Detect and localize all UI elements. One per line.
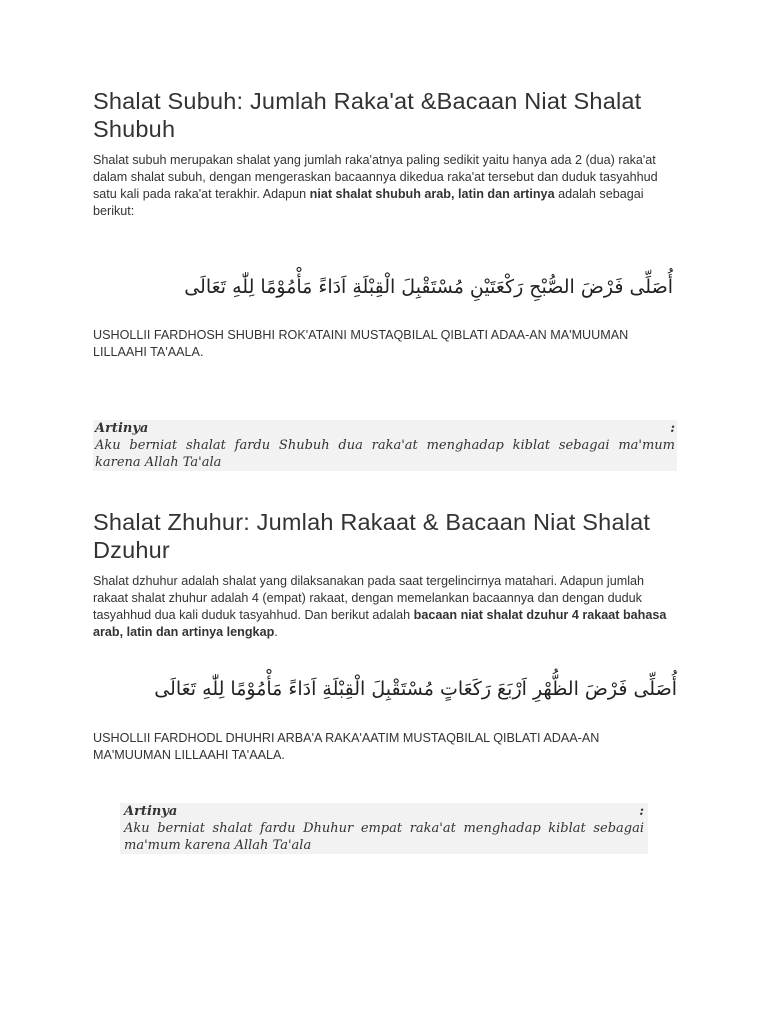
artinya-header (124, 803, 644, 820)
artinya-label: Artinya (95, 421, 149, 436)
artinya-colon: : (670, 421, 675, 436)
artinya-box-zhuhur (120, 803, 648, 854)
artinya-label: Artinya (124, 804, 178, 819)
intro-tail-text: adalah sebagai berikut: (93, 187, 644, 218)
section-title-subuh: Shalat Subuh: Jumlah Raka'at &Bacaan Niat Shalat Shubuh (93, 88, 642, 142)
intro-text: Shalat dzhuhur adalah shalat yang dilaksanakan pada saat tergelincirnya matahari. Adapun jumlah rakaat shalat zhuhur adalah 4 (empat) rakaat, dengan memelankan bacaannya dan dengan duduk tasyahhud dua kali duduk tasyahhud. Dan berikut adalah (93, 574, 644, 622)
artinya-text: Aku berniat shalat fardu Dhuhur empat raka'at menghadap kiblat sebagai ma'mum karena Allah Ta'ala (124, 821, 644, 853)
artinya-colon: : (639, 804, 644, 819)
section-intro-zhuhur (93, 573, 677, 641)
artinya-box-subuh (93, 420, 677, 471)
latin-niat-subuh: USHOLLII FARDHOSH SHUBHI ROK'ATAINI MUSTAQBILAL QIBLATI ADAA-AN MA'MUUMAN LILLAAHI TA'AALA. (93, 328, 629, 359)
section-title-zhuhur: Shalat Zhuhur: Jumlah Rakaat & Bacaan Niat Shalat Dzuhur (93, 509, 651, 563)
arabic-niat-zhuhur: أُصَلِّى فَرْضَ الظُّهْرِ اَرْبَعَ رَكَعَاتٍ مُسْتَقْبِلَ الْقِبْلَةِ اَدَاءً مَأْمُوْمًا لِلّٰهِ تَعَالَى (154, 678, 677, 700)
intro-text: Shalat subuh merupakan shalat yang jumlah raka'atnya paling sedikit yaitu hanya ada 2 (dua) raka'at dalam shalat subuh, dengan mengeraskan bacaannya dikedua raka'at tersebut dan duduk tasyahhud satu kali pada raka'at terakhir. Adapun (93, 153, 658, 201)
arabic-niat-subuh: أُصَلِّى فَرْضَ الصُّبْحِ رَكْعَتَيْنِ مُسْتَقْبِلَ الْقِبْلَةِ اَدَاءً مَأْمُوْمًا لِلّٰهِ تَعَالَى (184, 276, 673, 298)
artinya-text: Aku berniat shalat fardu Shubuh dua raka'at menghadap kiblat sebagai ma'mum karena Allah Ta'ala (95, 438, 675, 470)
intro-bold-text: bacaan niat shalat dzuhur 4 rakaat bahasa arab, latin dan artinya lengkap (93, 608, 667, 639)
intro-bold-text: niat shalat shubuh arab, latin dan artinya (309, 187, 555, 201)
section-intro-subuh (93, 152, 677, 220)
intro-tail-text: . (274, 625, 278, 639)
artinya-header (95, 420, 675, 437)
latin-niat-zhuhur: USHOLLII FARDHODL DHUHRI ARBA'A RAKA'AATIM MUSTAQBILAL QIBLATI ADAA-AN MA'MUUMAN LILLAAHI TA'AALA. (93, 731, 600, 762)
